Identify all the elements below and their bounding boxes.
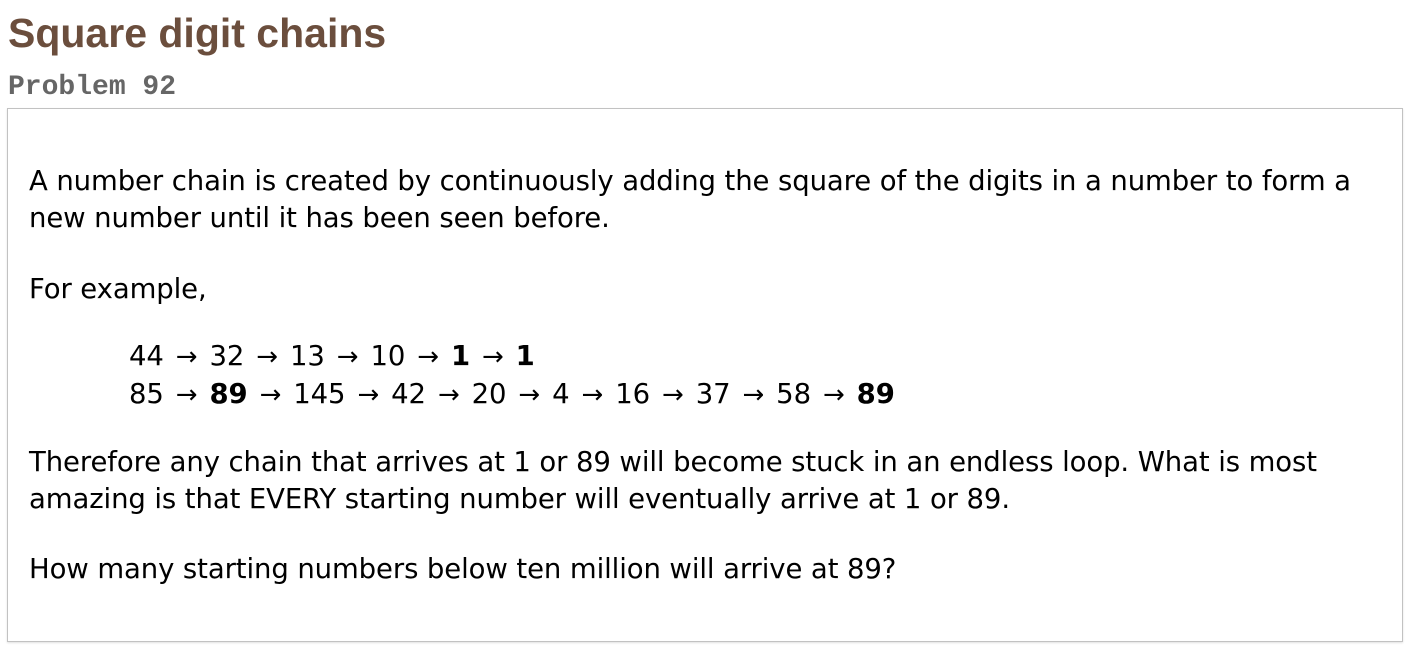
chain-term: 4 [552, 378, 570, 410]
arrow-icon: → [581, 380, 604, 410]
chain-term: 42 [391, 378, 426, 410]
page-title: Square digit chains [8, 10, 387, 56]
arrow-icon: → [175, 380, 198, 410]
question-paragraph: How many starting numbers below ten million will arrive at 89? [29, 553, 897, 585]
chain-term: 58 [776, 378, 811, 410]
chain-term: 89 [209, 378, 248, 410]
chain-term: 20 [471, 378, 507, 410]
chain-term: 145 [293, 378, 346, 410]
example-intro: For example, [29, 273, 207, 305]
chain-term: 89 [856, 378, 895, 410]
chain-line-2 [129, 376, 1389, 414]
chain-term: 44 [129, 340, 164, 372]
chain-term: 32 [209, 340, 245, 372]
chain-term: 10 [370, 340, 406, 372]
arrow-icon: → [357, 380, 380, 410]
arrow-icon: → [175, 342, 198, 372]
arrow-icon: → [662, 380, 684, 410]
chain-term: 85 [129, 378, 164, 410]
arrow-icon: → [518, 380, 541, 410]
problem-content [29, 163, 1389, 588]
example-chains [129, 338, 1389, 414]
problem-number: Problem 92 [8, 72, 177, 103]
arrow-icon: → [481, 342, 504, 372]
arrow-icon: → [259, 380, 282, 410]
intro-paragraph: A number chain is created by continuously adding the square of the digits in a number to form a new number until it has been seen before. [29, 165, 1351, 234]
chain-term: 37 [695, 378, 731, 410]
arrow-icon: → [437, 380, 460, 410]
chain-term: 16 [615, 378, 650, 410]
arrow-icon: → [822, 380, 845, 410]
arrow-icon: → [336, 342, 359, 372]
chain-term: 13 [289, 340, 325, 372]
arrow-icon: → [742, 380, 765, 410]
problem-content-box [7, 108, 1403, 642]
chain-line-1 [129, 338, 1389, 376]
arrow-icon: → [256, 342, 278, 372]
chain-term: 1 [450, 340, 470, 372]
arrow-icon: → [417, 342, 439, 372]
chain-term: 1 [515, 340, 535, 372]
conclusion-paragraph: Therefore any chain that arrives at 1 or 89 will become stuck in an endless loop. What is most amazing is that EVERY starting number will eventually arrive at 1 or 89. [29, 446, 1317, 515]
